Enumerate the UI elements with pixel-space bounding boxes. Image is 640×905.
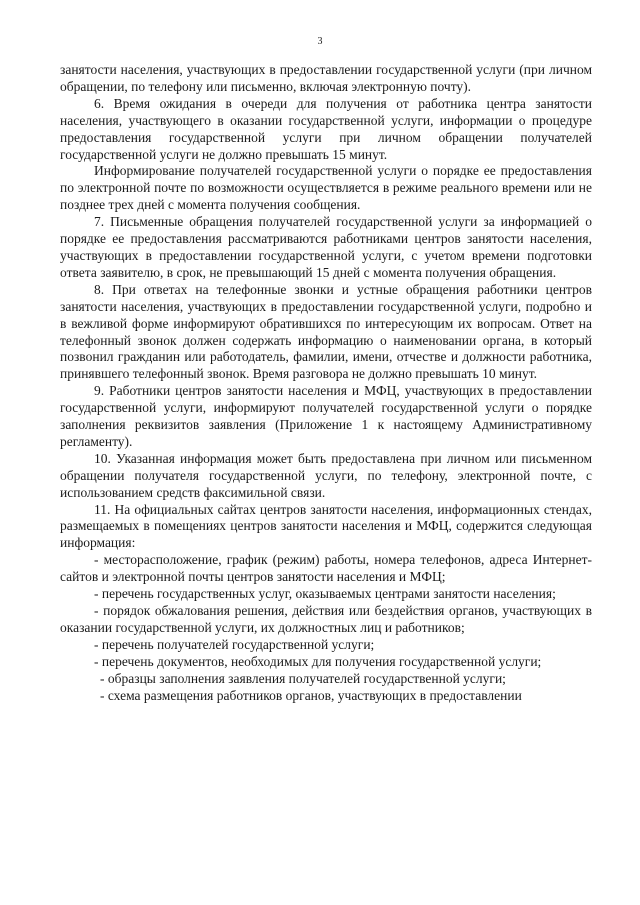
paragraph-continuation: занятости населения, участвующих в предоставлении государственной услуги (при личном обращении, по телефону или письменно, включая электронную почту). xyxy=(60,62,592,94)
list-item-appeal: - порядок обжалования решения, действия или бездействия органов, участвующих в оказании государственной услуги, их должностных лиц и работников; xyxy=(60,603,592,635)
page-number: 3 xyxy=(317,36,323,47)
document-body xyxy=(60,62,592,704)
paragraph-item-10: 10. Указанная информация может быть предоставлена при личном или письменном обращении получателя государственной услуги, по телефону, электронной почте, с использованием средств факсимильной связи. xyxy=(60,450,592,500)
list-item-documents: - перечень документов, необходимых для получения государственной услуги; xyxy=(94,653,542,669)
paragraph-item-6: 6. Время ожидания в очереди для получения от работника центра занятости населения, участвующего в оказании государственной услуги, информации о процедуре предоставления государственной услуги при личном обращении получателей государственной услуги не должно превышать 15 минут. xyxy=(60,95,592,162)
paragraph-item-7: 7. Письменные обращения получателей государственной услуги за информацией о порядке ее предоставления рассматриваются работниками центров занятости населения, участвующих в предоставлении государственной услуги, с учетом времени подготовки ответа заявителю, в срок, не превышающий 15 дней с момента получения обращения. xyxy=(60,214,592,280)
list-item-location: - месторасположение, график (режим) работы, номера телефонов, адреса Интернет-сайтов и электронной почты центров занятости населения и МФЦ; xyxy=(60,552,592,585)
paragraph-item-9: 9. Работники центров занятости населения и МФЦ, участвующих в предоставлении государственной услуги, информируют получателей государственной услуги о порядке заполнения реквизитов заявления (Приложение 1 к настоящему Административному регламенту). xyxy=(60,383,592,449)
list-item-recipients: - перечень получателей государственной услуги; xyxy=(94,636,375,652)
paragraph-item-8: 8. При ответах на телефонные звонки и устные обращения работники центров занятости населения, участвующих в предоставлении государственной услуги, подробно и в вежливой форме информируют обратившихся по интересующим их вопросам. Ответ на телефонный звонок должен содержать информацию о наименовании органа, в который позвонил гражданин или работодатель, фамилии, имени, отчестве и должности работника, принявшего телефонный звонок. Время разговора не должно превышать 10 минут. xyxy=(60,281,592,382)
list-item-scheme: - схема размещения работников органов, участвующих в предоставлении xyxy=(100,687,522,703)
paragraph-item-11: 11. На официальных сайтах центров занятости населения, информационных стендах, размещаемых в помещениях центров занятости населения и МФЦ, содержится следующая информация: xyxy=(60,501,592,551)
paragraph-email-info: Информирование получателей государственной услуги о порядке ее предоставления по электронной почте по возможности осуществляется в режиме реального времени или не позднее трех дней с момента получения сообщения. xyxy=(60,163,592,213)
list-item-samples: - образцы заполнения заявления получателей государственной услуги; xyxy=(100,670,506,686)
list-item-services: - перечень государственных услуг, оказываемых центрами занятости населения; xyxy=(94,586,556,602)
